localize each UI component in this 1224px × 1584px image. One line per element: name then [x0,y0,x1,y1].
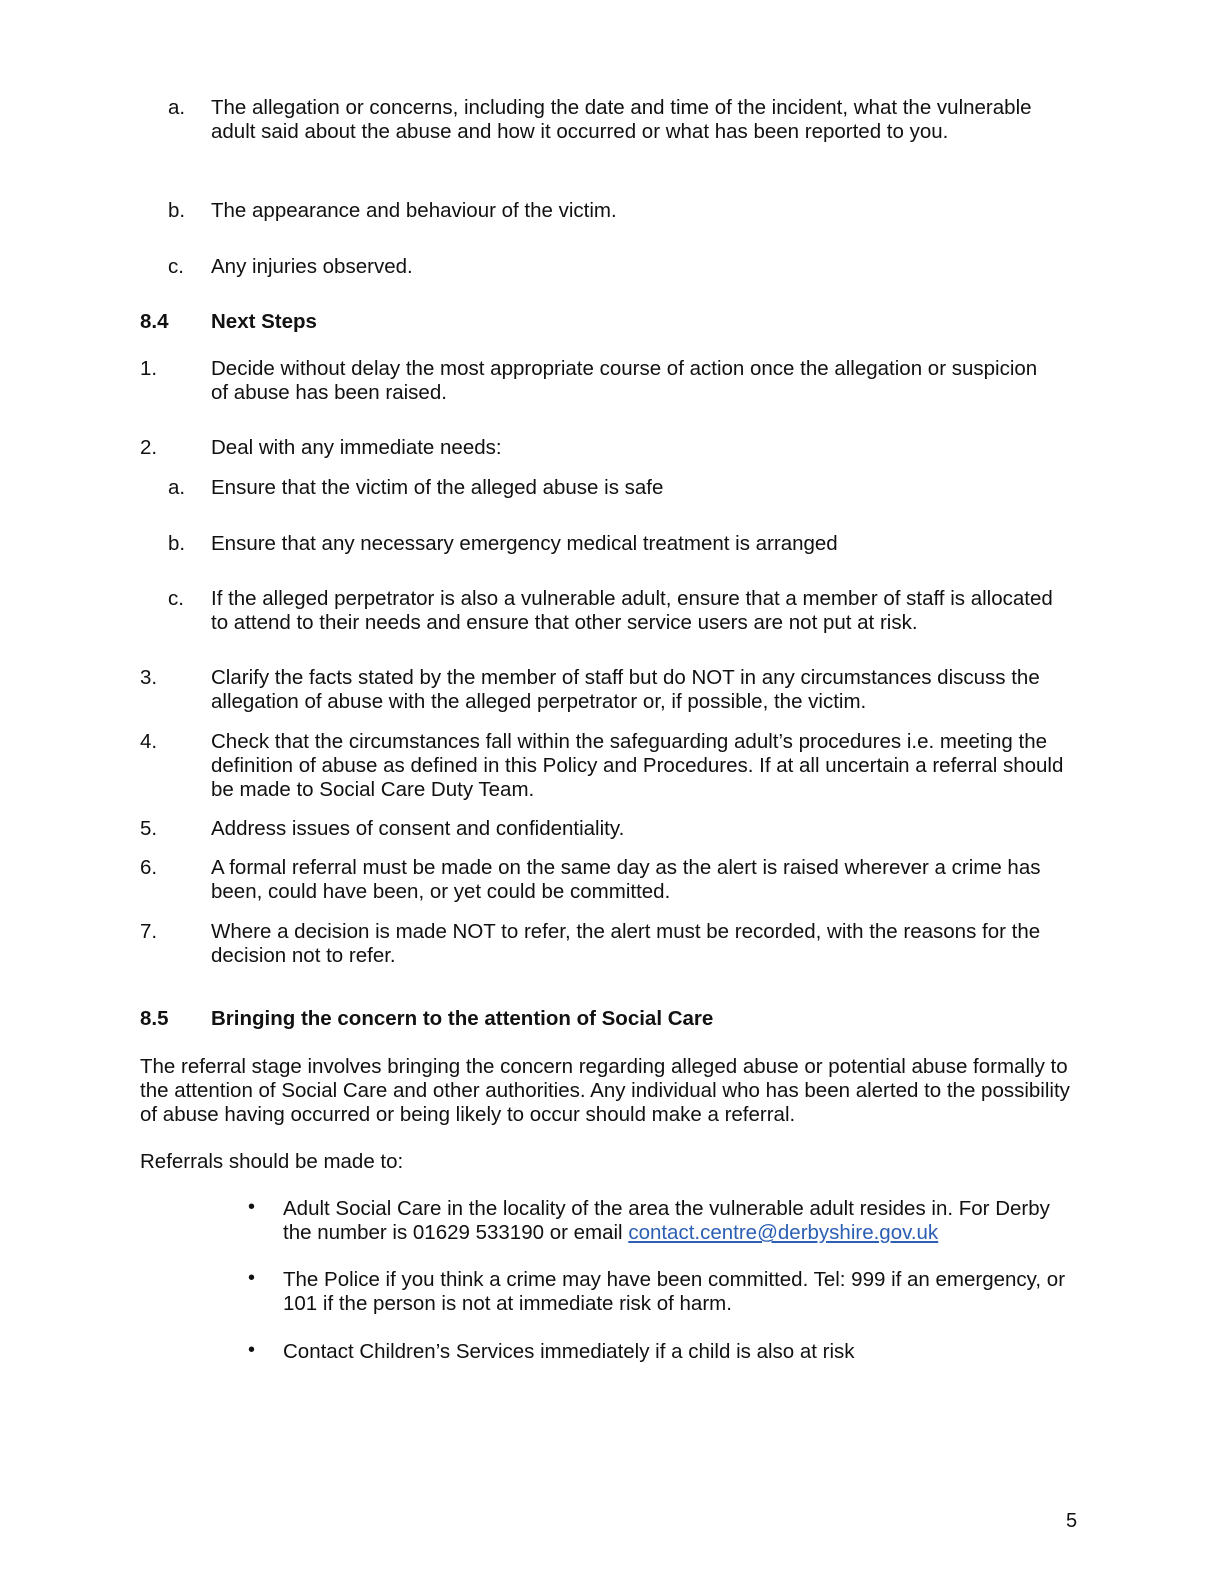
sub-label-a: a. [168,476,186,499]
page-number: 5 [1066,1510,1078,1532]
section-title: Next Steps [211,310,317,333]
list-label-c: c. [168,255,184,278]
sub-item-a: Ensure that the victim of the alleged abuse is safe [211,476,664,499]
sub-label-c: c. [168,587,184,610]
list-item-c: Any injuries observed. [211,255,413,278]
step-7: Where a decision is made NOT to refer, the alert must be recorded, with the reasons for the decision not to refer. [211,920,1041,967]
section-title: Bringing the concern to the attention of Social Care [211,1007,714,1030]
list-item-b: The appearance and behaviour of the victim. [211,199,617,222]
step-label-3: 3. [140,666,158,689]
bullet-item-adult-social-care [283,1197,1073,1245]
list-label-a: a. [168,96,186,119]
step-2: Deal with any immediate needs: [211,436,502,459]
bullet-text: Adult Social Care in the locality of the area the vulnerable adult resides in. For Derby the number is 01629 533190 or email [283,1197,1050,1244]
bullet-item-police: The Police if you think a crime may have been committed. Tel: 999 if an emergency, or 101 if the person is not at immediate risk of harm. [283,1268,1066,1315]
sub-label-b: b. [168,532,186,555]
sub-item-c: If the alleged perpetrator is also a vulnerable adult, ensure that a member of staff is allocated to attend to their needs and ensure that other service users are not put at risk. [211,587,1053,634]
step-5: Address issues of consent and confidentiality. [211,817,625,840]
list-item-a: The allegation or concerns, including the date and time of the incident, what the vulnerable adult said about the abuse and how it occurred or what has been reported to you. [211,96,1032,143]
step-label-4: 4. [140,730,158,753]
email-link[interactable]: contact.centre@derbyshire.gov.uk [628,1221,939,1244]
step-1: Decide without delay the most appropriate course of action once the allegation or suspicion of abuse has been raised. [211,357,1038,404]
section-number: 8.5 [140,1007,169,1030]
step-label-1: 1. [140,357,158,380]
step-label-2: 2. [140,436,158,459]
step-label-6: 6. [140,856,158,879]
bullet-icon: • [248,1267,256,1289]
bullet-item-childrens-services: Contact Children’s Services immediately if a child is also at risk [283,1340,855,1363]
step-label-5: 5. [140,817,158,840]
referrals-intro: Referrals should be made to: [140,1150,404,1173]
sub-item-b: Ensure that any necessary emergency medical treatment is arranged [211,532,838,555]
step-4: Check that the circumstances fall within the safeguarding adult’s procedures i.e. meeting the definition of abuse as defined in this Policy and Procedures. If at all uncertain a referral should be made to Social Care Duty Team. [211,730,1064,801]
section-number: 8.4 [140,310,169,333]
step-3: Clarify the facts stated by the member of staff but do NOT in any circumstances discuss the allegation of abuse with the alleged perpetrator or, if possible, the victim. [211,666,1040,713]
list-label-b: b. [168,199,186,222]
bullet-icon: • [248,1339,256,1361]
referral-paragraph: The referral stage involves bringing the concern regarding alleged abuse or potential abuse formally to the attention of Social Care and other authorities. Any individual who has been alerted to the possibility of abuse having occurred or being likely to occur should make a referral. [140,1055,1070,1126]
step-6: A formal referral must be made on the same day as the alert is raised wherever a crime has been, could have been, or yet could be committed. [211,856,1041,903]
step-label-7: 7. [140,920,158,943]
bullet-icon: • [248,1196,256,1218]
